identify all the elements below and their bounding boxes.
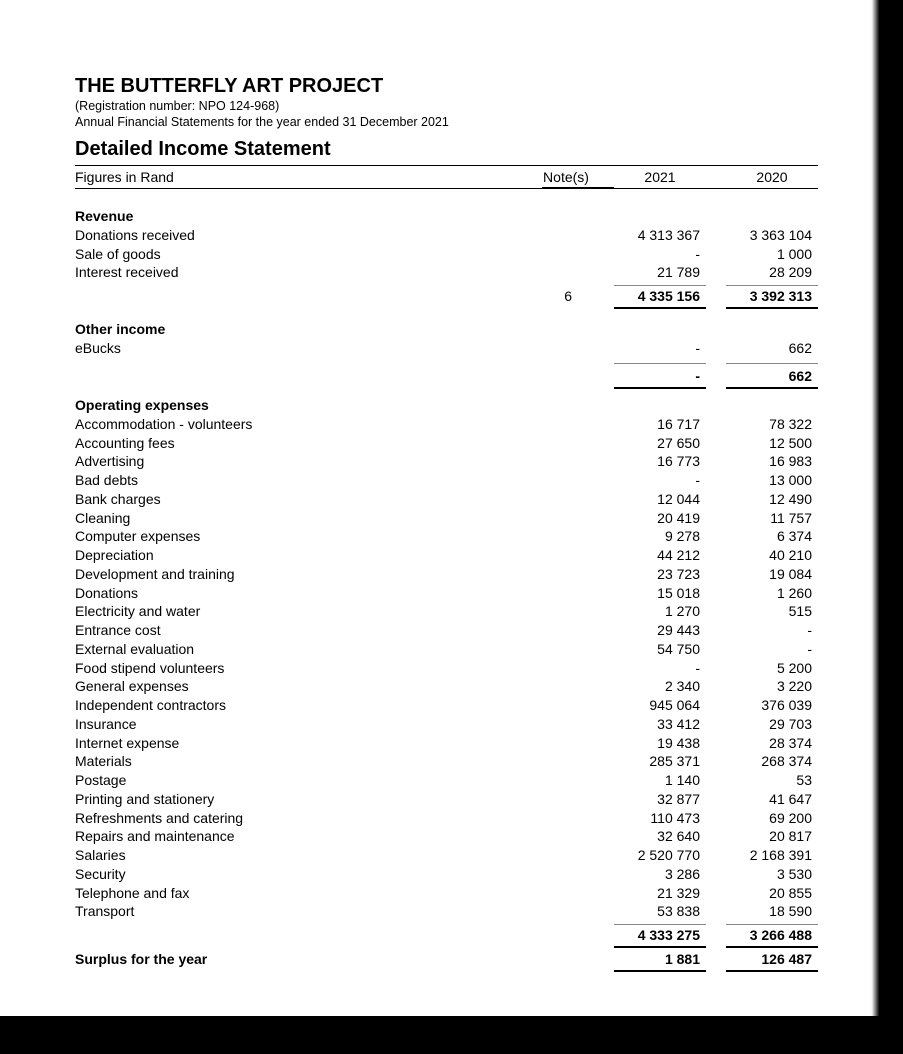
revenue-total-underline-2020 [726,307,818,309]
row-value-2020: 5 200 [776,659,812,676]
row-label: Refreshments and catering [75,809,244,826]
row-label: Interest received [75,264,179,281]
opex-subtotal-rule-2021 [614,924,706,925]
row-label: Salaries [75,847,126,863]
row-value-2021: 16 773 [657,453,700,470]
row-value-2020: 376 039 [761,697,812,713]
row-label: Printing and stationery [75,790,215,807]
row-label: Accommodation - volunteers [75,415,253,432]
row-value-2020: 13 000 [769,472,812,488]
revenue-heading: Revenue [75,208,134,224]
opex-total-underline-2020 [726,946,818,948]
revenue-subtotal-rule-2021 [614,285,706,286]
row-value-2021: - [695,339,700,356]
notes-column-header: Note(s) [543,169,589,185]
registration-number: (Registration number: NPO 124-968) [75,99,280,113]
row-label: Donations received [75,226,195,243]
surplus-underline-2021 [614,970,706,972]
row-value-2020: 19 084 [769,565,812,582]
row-value-2020: 40 210 [769,547,812,563]
other-income-total-underline-2020 [726,387,818,389]
row-value-2021: - [695,659,700,676]
row-value-2021: 3 286 [664,865,700,882]
figures-in-rand-label: Figures in Rand [75,169,174,185]
opex-total-2020: 3 266 488 [749,927,812,943]
row-value-2020: 1 000 [776,245,812,262]
row-label: Postage [75,772,127,788]
row-label: Sale of goods [75,245,161,262]
row-value-2021: 110 473 [650,809,700,826]
row-value-2020: 3 530 [776,865,812,882]
row-value-2021: 945 064 [649,697,700,713]
surplus-underline-2020 [726,970,818,972]
row-value-2020: 662 [788,339,812,356]
row-label: Bank charges [75,490,161,507]
row-label: Telephone and fax [75,884,190,901]
statement-title: Detailed Income Statement [75,138,331,160]
row-label: Advertising [75,453,145,470]
row-value-2021: 32 877 [657,790,700,807]
operating-expenses-heading: Operating expenses [75,397,209,413]
row-label: eBucks [75,339,121,356]
row-value-2021: 21 329 [657,884,700,901]
row-value-2020: 1 260 [776,584,812,601]
row-value-2021: 20 419 [657,509,700,526]
row-value-2020: 3 363 104 [749,226,812,243]
other-income-total-underline-2021 [614,387,706,389]
row-value-2021: 1 270 [664,603,700,620]
notes-header-underline [542,187,614,189]
row-value-2020: 16 983 [769,453,812,470]
company-name: THE BUTTERFLY ART PROJECT [75,75,384,97]
row-value-2021: 2 520 770 [637,847,700,863]
other-income-total-2021: - [695,367,700,384]
row-value-2020: 11 757 [770,509,812,526]
row-value-2020: 12 500 [769,434,812,451]
row-label: Entrance cost [75,622,161,638]
opex-subtotal-rule-2020 [726,924,818,925]
revenue-total-2020: 3 392 313 [749,288,812,304]
row-value-2020: 6 374 [776,528,812,545]
row-label: Depreciation [75,547,154,563]
row-label: Transport [75,903,135,920]
row-value-2021: 27 650 [657,434,700,451]
row-value-2021: 21 789 [657,264,700,281]
opex-total-2021: 4 333 275 [637,927,700,943]
row-value-2020: 268 374 [761,753,812,770]
row-value-2021: - [695,472,700,488]
row-value-2021: 4 313 367 [637,226,700,243]
row-value-2020: 2 168 391 [749,847,812,863]
row-value-2021: 12 044 [657,490,700,507]
opex-total-underline-2021 [614,946,706,948]
financial-year-line: Annual Financial Statements for the year ended 31 December 2021 [75,115,449,129]
row-value-2020: 69 200 [769,809,812,826]
revenue-note-reference: 6 [564,288,572,304]
surplus-label: Surplus for the year [75,951,208,967]
row-value-2021: 53 838 [657,903,700,920]
other-income-subtotal-rule-2021 [614,363,706,364]
surplus-2021: 1 881 [664,951,700,967]
row-value-2020: - [807,622,812,638]
title-underline [75,165,818,166]
row-value-2021: 15 018 [657,584,700,601]
row-value-2021: 1 140 [664,772,700,788]
row-label: Cleaning [75,509,131,526]
row-value-2020: 28 209 [769,264,812,281]
row-value-2021: 19 438 [657,734,700,751]
column-header-underline [75,188,818,189]
row-label: Donations [75,584,139,601]
row-value-2021: 16 717 [657,415,700,432]
revenue-subtotal-rule-2020 [726,285,818,286]
row-value-2020: 20 817 [769,828,812,845]
row-value-2020: - [807,640,812,657]
year-2020-column-header: 2020 [756,169,788,185]
row-value-2020: 515 [788,603,812,620]
row-value-2020: 18 590 [769,903,812,920]
row-value-2020: 12 490 [769,490,812,507]
revenue-total-underline-2021 [614,307,706,309]
row-label: Security [75,865,126,882]
row-label: Insurance [75,715,137,732]
row-label: Repairs and maintenance [75,828,235,845]
row-value-2021: 33 412 [657,715,700,732]
row-label: External evaluation [75,640,195,657]
row-label: Bad debts [75,472,139,488]
row-value-2021: 32 640 [657,828,700,845]
row-label: Materials [75,753,132,770]
row-value-2021: - [695,245,700,262]
other-income-total-2020: 662 [788,367,812,384]
page-edge-shadow [870,0,903,1016]
row-label: Development and training [75,565,235,582]
surplus-2020: 126 487 [761,951,812,967]
other-income-subtotal-rule-2020 [726,363,818,364]
row-value-2021: 29 443 [657,622,700,638]
row-label: Electricity and water [75,603,201,620]
row-label: General expenses [75,678,189,695]
row-label: Accounting fees [75,434,175,451]
year-2021-column-header: 2021 [644,169,676,185]
row-value-2020: 28 374 [769,734,812,751]
row-value-2021: 285 371 [649,753,700,770]
other-income-heading: Other income [75,321,166,337]
row-label: Independent contractors [75,697,226,713]
row-label: Computer expenses [75,528,201,545]
row-value-2021: 9 278 [664,528,700,545]
row-value-2020: 41 647 [769,790,812,807]
row-value-2021: 23 723 [657,565,700,582]
row-label: Internet expense [75,734,180,751]
row-value-2020: 53 [796,772,812,788]
row-value-2021: 54 750 [657,640,700,657]
row-value-2020: 29 703 [769,715,812,732]
row-value-2020: 20 855 [769,884,812,901]
row-value-2021: 44 212 [657,547,700,563]
row-value-2020: 78 322 [769,415,812,432]
row-value-2020: 3 220 [776,678,812,695]
row-value-2021: 2 340 [664,678,700,695]
revenue-total-2021: 4 335 156 [637,288,700,304]
row-label: Food stipend volunteers [75,659,225,676]
